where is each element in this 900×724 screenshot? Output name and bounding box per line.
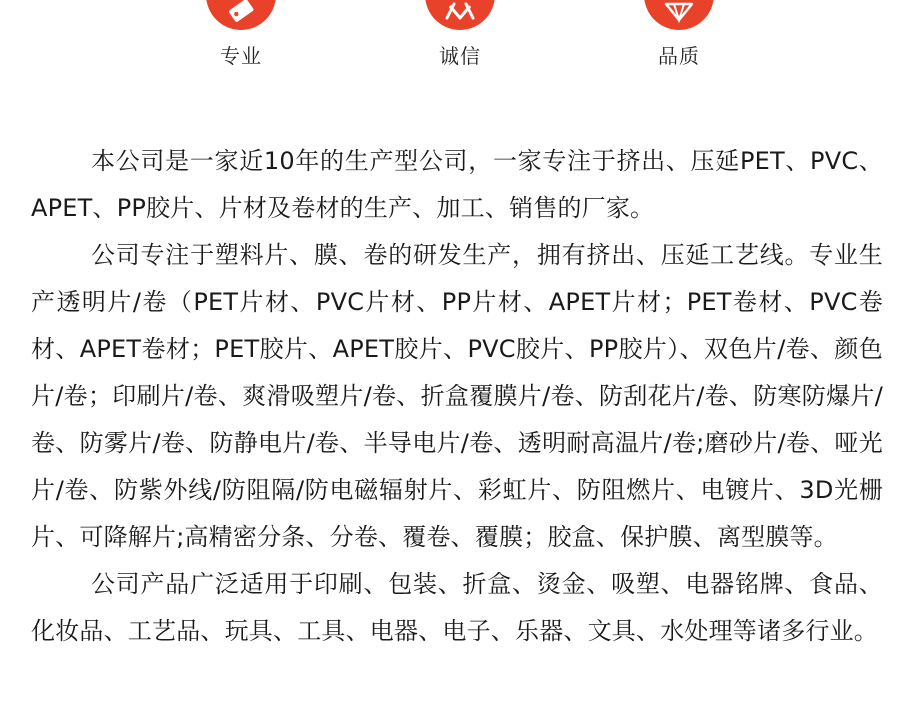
feature-label: 专业 — [220, 44, 262, 68]
feature-row — [0, 0, 900, 70]
company-description — [31, 138, 883, 655]
feature-label: 诚信 — [439, 44, 481, 68]
applications-paragraph: 公司产品广泛适用于印刷、包装、折盒、烫金、吸塑、电器铭牌、食品、化妆品、工艺品、玩具、工具、电器、电子、乐器、文具、水处理等诸多行业。 — [31, 570, 883, 645]
feature-professional — [181, 0, 301, 68]
feature-quality — [619, 0, 739, 68]
ribbon-icon — [425, 0, 495, 30]
diamond-icon — [644, 0, 714, 30]
products-paragraph: 公司专注于塑料片、膜、卷的研发生产，拥有挤出、压延工艺线。专业生产透明片/卷（PET片材、PVC片材、PP片材、APET片材；PET卷材、PVC卷材、APET卷材；PET胶片、APET胶片、PVC胶片、PP胶片）、双色片/卷、颜色片/卷；印刷片/卷、爽滑吸塑片/卷、折盒覆膜片/卷、防刮花片/卷、防寒防爆片/卷、防雾片/卷、防静电片/卷、半导电片/卷、透明耐高温片/卷;磨砂片/卷、哑光片/卷、防紫外线/防阻隔/防电磁辐射片、彩虹片、防阻燃片、电镀片、3D光栅片、可降解片;高精密分条、分卷、覆卷、覆膜；胶盒、保护膜、离型膜等。 — [31, 241, 883, 551]
intro-paragraph: 本公司是一家近10年的生产型公司，一家专注于挤出、压延PET、PVC、APET、PP胶片、片材及卷材的生产、加工、销售的厂家。 — [31, 147, 883, 222]
feature-label: 品质 — [658, 44, 700, 68]
feature-integrity — [400, 0, 520, 68]
tag-icon — [206, 0, 276, 30]
